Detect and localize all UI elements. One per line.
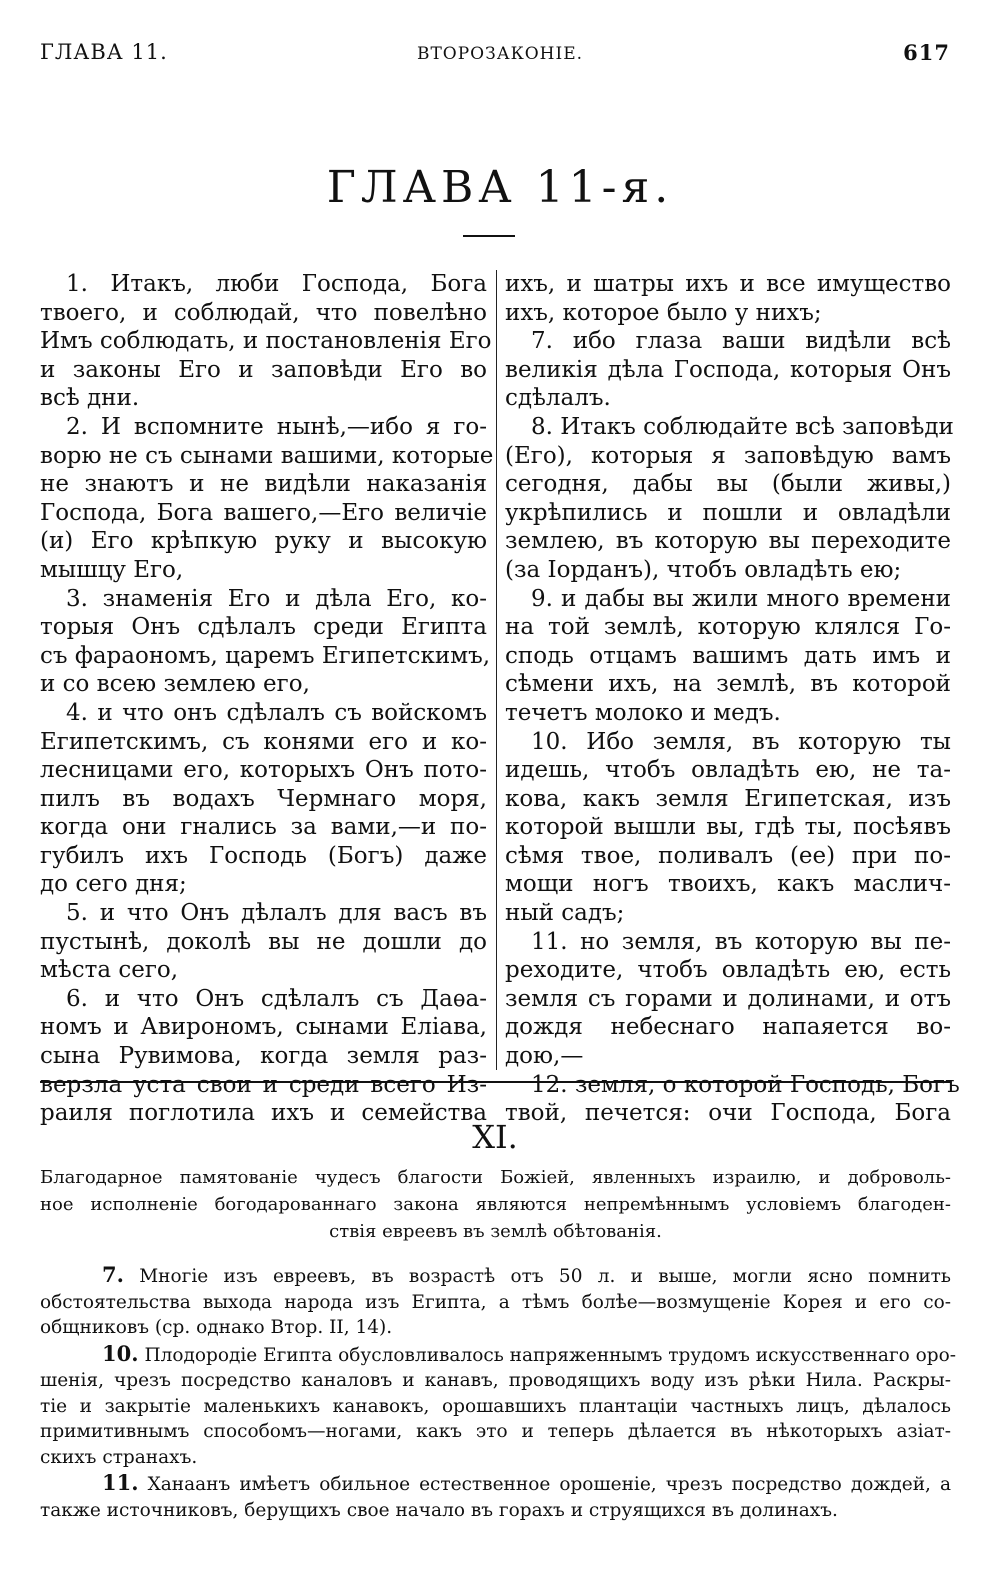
column-line: пилъ въ водахъ Чермнаго моря, <box>40 785 487 812</box>
note-line <box>40 1340 957 1369</box>
note-line: примитивнымъ способомъ—ногами, какъ это и теперь дѣлается въ нѣкоторыхъ азіат- <box>40 1421 951 1442</box>
column-line: мышцу Его, <box>40 556 184 583</box>
column-line: 2. И вспомните нынѣ,—ибо я го- <box>66 413 487 440</box>
running-head-chapter: ГЛАВА 11. <box>40 40 168 64</box>
column-line: (Его), которыя я заповѣдую вамъ <box>505 442 951 469</box>
column-line: сѣмени ихъ, на землѣ, въ которой <box>505 671 951 698</box>
page-number: 617 <box>903 40 950 65</box>
column-line: ихъ, и шатры ихъ и все имущество <box>505 271 951 297</box>
column-line: пустынѣ, доколѣ вы не дошли до <box>40 928 487 955</box>
column-line: 7. ибо глаза ваши видѣли всѣ <box>531 328 951 355</box>
text-end-rule <box>40 1081 951 1083</box>
column-line: 5. и что Онъ дѣлалъ для васъ въ <box>66 900 487 927</box>
column-line: сегодня, дабы вы (были живы,) <box>505 471 951 498</box>
column-line: твоего, и соблюдай, что повелѣно <box>40 299 487 326</box>
column-line: земля съ горами и долинами, и отъ <box>505 985 951 1012</box>
column-line: 4. и что онъ сдѣлалъ съ войскомъ <box>66 699 487 726</box>
column-line: лесницами его, которыхъ Онъ пото- <box>40 757 487 784</box>
summary-line: ное исполненіе богодарованнаго закона являются непремѣннымъ условіемъ благоден- <box>40 1194 951 1215</box>
column-line: губилъ ихъ Господь (Богъ) даже <box>40 842 487 869</box>
commentary-notes <box>40 1262 957 1523</box>
column-line: номъ и Авирономъ, сынами Еліава, <box>40 1014 487 1041</box>
column-line: мощи ногъ твоихъ, какъ маслич- <box>505 871 951 898</box>
column-line: которой вышли вы, гдѣ ты, посѣявъ <box>505 814 951 841</box>
running-head-book: ВТОРОЗАКОНІЕ. <box>416 44 584 64</box>
column-line: (и) Его крѣпкую руку и высокую <box>40 528 487 555</box>
column-divider <box>496 270 497 1070</box>
title-rule <box>463 235 515 237</box>
note-text: Плодородіе Египта обусловливалось напряженнымъ трудомъ искусственнаго оро- <box>144 1344 957 1366</box>
note-line: шенія, чрезъ посредство каналовъ и канавъ, проводящихъ воду изъ рѣки Нила. Раскры- <box>40 1370 951 1391</box>
column-line: сѣмя твое, поливалъ (ее) при по- <box>505 842 951 869</box>
column-line: твой, печется: очи Господа, Бога <box>505 1100 951 1127</box>
note-line: общниковъ (ср. однако Втор. II, 14). <box>40 1317 393 1338</box>
column-line: когда они гнались за вами,—и по- <box>40 814 487 841</box>
summary-line: ствія евреевъ въ землѣ обѣтованія. <box>329 1221 662 1242</box>
column-line: идешь, чтобъ овладѣть ею, не та- <box>505 757 951 784</box>
note-text: Ханаанъ имѣетъ обильное естественное орошеніе, чрезъ посредство дождей, а <box>147 1474 951 1495</box>
commentary-summary <box>40 1164 951 1245</box>
note-number: 7. <box>102 1262 124 1287</box>
column-line: ный садъ; <box>505 900 625 927</box>
note-line: скихъ странахъ. <box>40 1446 198 1468</box>
text-column-right <box>505 270 960 1128</box>
note-number: 10. <box>102 1340 139 1366</box>
column-line: и со всею землею его, <box>40 671 310 698</box>
column-line: 8. Итакъ соблюдайте всѣ заповѣди <box>531 413 954 440</box>
note-line: также источниковъ, берущихъ свое начало въ горахъ и струящихся въ долинахъ. <box>40 1499 838 1521</box>
column-line: реходите, чтобъ овладѣть ею, есть <box>505 957 951 984</box>
column-line: сподь отцамъ вашимъ дать имъ и <box>505 642 951 669</box>
column-line: 12. земля, о которой Господь, Богъ <box>531 1071 960 1098</box>
chapter-title: ГЛАВА 11-я. <box>326 162 674 213</box>
note-text: Многіе изъ евреевъ, въ возрастѣ отъ 50 л. и выше, могли ясно помнить <box>139 1266 951 1287</box>
column-line: всѣ дни. <box>40 385 140 412</box>
column-line: течетъ молоко и медъ. <box>505 699 781 726</box>
column-line: торыя Онъ сдѣлалъ среди Египта <box>40 614 487 641</box>
column-line: и законы Его и заповѣди Его во <box>40 356 487 383</box>
column-line: 3. знаменія Его и дѣла Его, ко- <box>66 585 487 612</box>
column-line: 1. Итакъ, люби Господа, Бога <box>66 271 487 297</box>
column-line: 6. и что Онъ сдѣлалъ съ Даѳа- <box>66 985 487 1012</box>
column-line: ихъ, которое было у нихъ; <box>505 299 822 326</box>
column-line: 11. но земля, въ которую вы пе- <box>531 928 951 955</box>
summary-line: Благодарное памятованіе чудесъ благости Божіей, явленныхъ израилю, и доброволь- <box>40 1167 951 1188</box>
column-line: раиля поглотила ихъ и семейства <box>40 1100 487 1127</box>
column-line: великія дѣла Господа, которыя Онъ <box>505 356 951 383</box>
column-line: Имъ соблюдать, и постановленія Его <box>40 328 492 355</box>
column-line: ворю не съ сынами вашими, которые <box>40 442 494 469</box>
column-line: мѣста сего, <box>40 957 179 984</box>
note-number: 11. <box>102 1470 139 1495</box>
note-line: обстоятельства выхода народа изъ Египта, а тѣмъ болѣе—возмущеніе Корея и его со- <box>40 1291 951 1313</box>
column-line: дою,— <box>505 1043 584 1070</box>
column-line: дождя небеснаго напаяется во- <box>505 1014 951 1041</box>
note-line <box>40 1470 951 1498</box>
commentary-title: XI. <box>472 1118 518 1156</box>
column-line: верзла уста свои и среди всего Из- <box>40 1071 487 1098</box>
column-line: (за Іорданъ), чтобъ овладѣть ею; <box>505 556 902 583</box>
column-line: до сего дня; <box>40 871 187 898</box>
note-line: тіе и закрытіе маленькихъ канавокъ, орошавшихъ плантаціи частныхъ лицъ, дѣлалось <box>40 1395 951 1417</box>
column-line: укрѣпились и пошли и овладѣли <box>505 499 951 526</box>
column-line: не знаютъ и не видѣли наказанія <box>40 471 487 498</box>
column-line: сына Рувимова, когда земля раз- <box>40 1043 487 1070</box>
text-column-left <box>40 270 494 1128</box>
column-line: Египетскимъ, съ конями его и ко- <box>40 728 487 755</box>
column-line: 9. и дабы вы жили много времени <box>531 585 951 612</box>
column-line: съ фараономъ, царемъ Египетскимъ, <box>40 642 491 669</box>
column-line: на той землѣ, которую клялся Го- <box>505 614 951 641</box>
column-line: землею, въ которую вы переходите <box>505 528 951 555</box>
column-line: кова, какъ земля Египетская, изъ <box>505 785 951 812</box>
column-line: сдѣлалъ. <box>505 385 611 412</box>
column-line: Господа, Бога вашего,—Его величіе <box>40 499 487 526</box>
column-line: 10. Ибо земля, въ которую ты <box>531 728 951 755</box>
note-line <box>40 1262 951 1290</box>
